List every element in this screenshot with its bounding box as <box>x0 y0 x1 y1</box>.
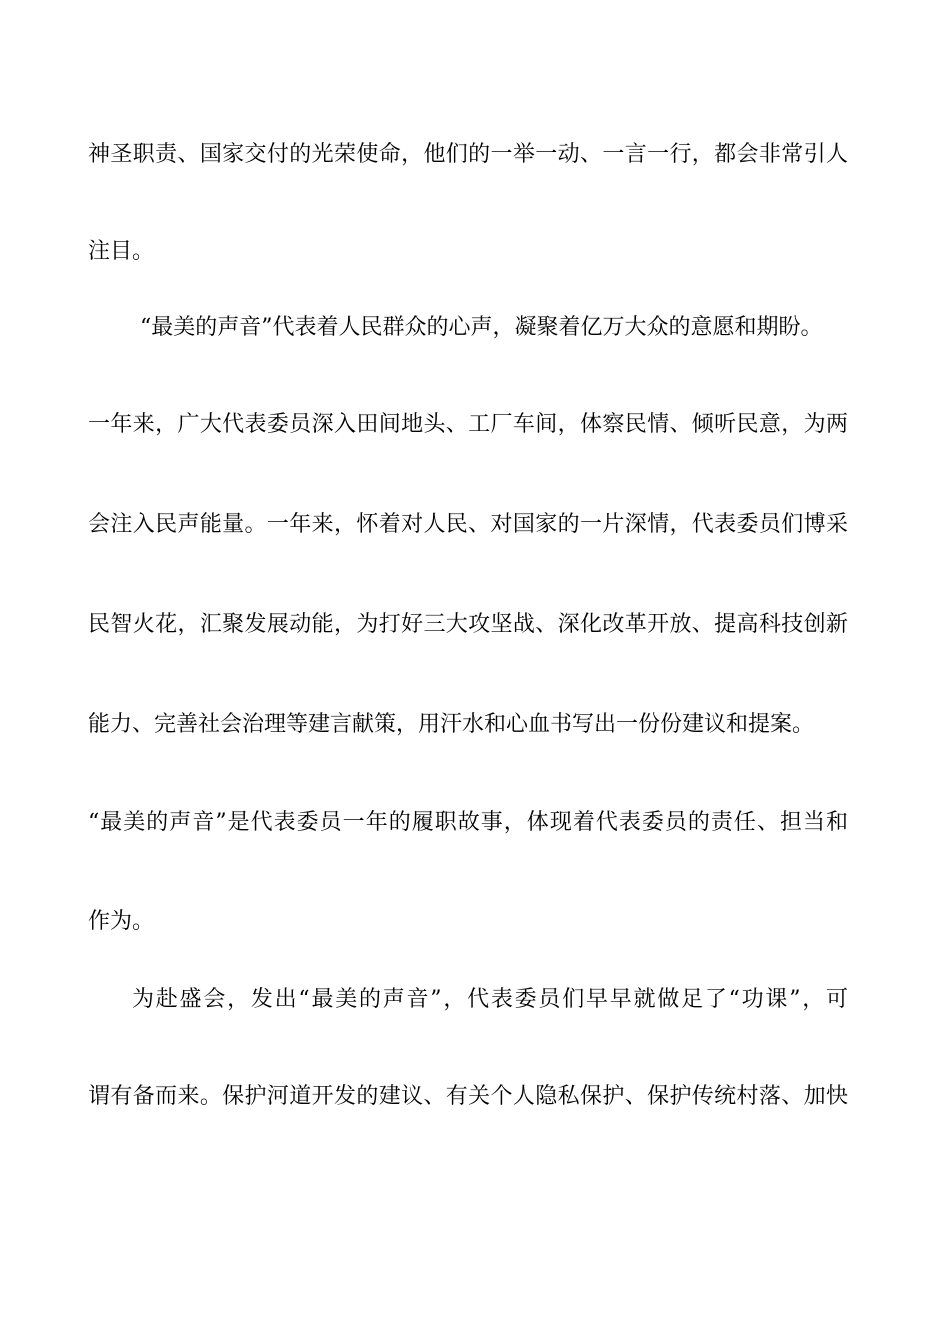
text-line-8: “最美的声音”是代表委员一年的履职故事，体现着代表委员的责任、担当和 <box>88 810 848 835</box>
text-line-4: 一年来，广大代表委员深入田间地头、工厂车间，体察民情、倾听民意，为两 <box>88 412 848 437</box>
text-line-6: 民智火花，汇聚发展动能，为打好三大攻坚战、深化改革开放、提高科技创新 <box>88 612 848 637</box>
text-line-11: 谓有备而来。保护河道开发的建议、有关个人隐私保护、保护传统村落、加快 <box>88 1084 848 1109</box>
text-line-1: 神圣职责、国家交付的光荣使命，他们的一举一动、一言一行，都会非常引人 <box>88 142 848 167</box>
text-line-2: 注目。 <box>88 239 155 264</box>
text-line-3: “最美的声音”代表着人民群众的心声，凝聚着亿万大众的意愿和期盼。 <box>140 315 823 340</box>
text-line-10: 为赴盛会，发出“最美的声音”，代表委员们早早就做足了“功课”，可 <box>132 987 848 1012</box>
text-line-7: 能力、完善社会治理等建言献策，用汗水和心血书写出一份份建议和提案。 <box>88 712 815 737</box>
text-line-9: 作为。 <box>88 909 155 934</box>
text-line-5: 会注入民声能量。一年来，怀着对人民、对国家的一片深情，代表委员们博采 <box>88 512 848 537</box>
